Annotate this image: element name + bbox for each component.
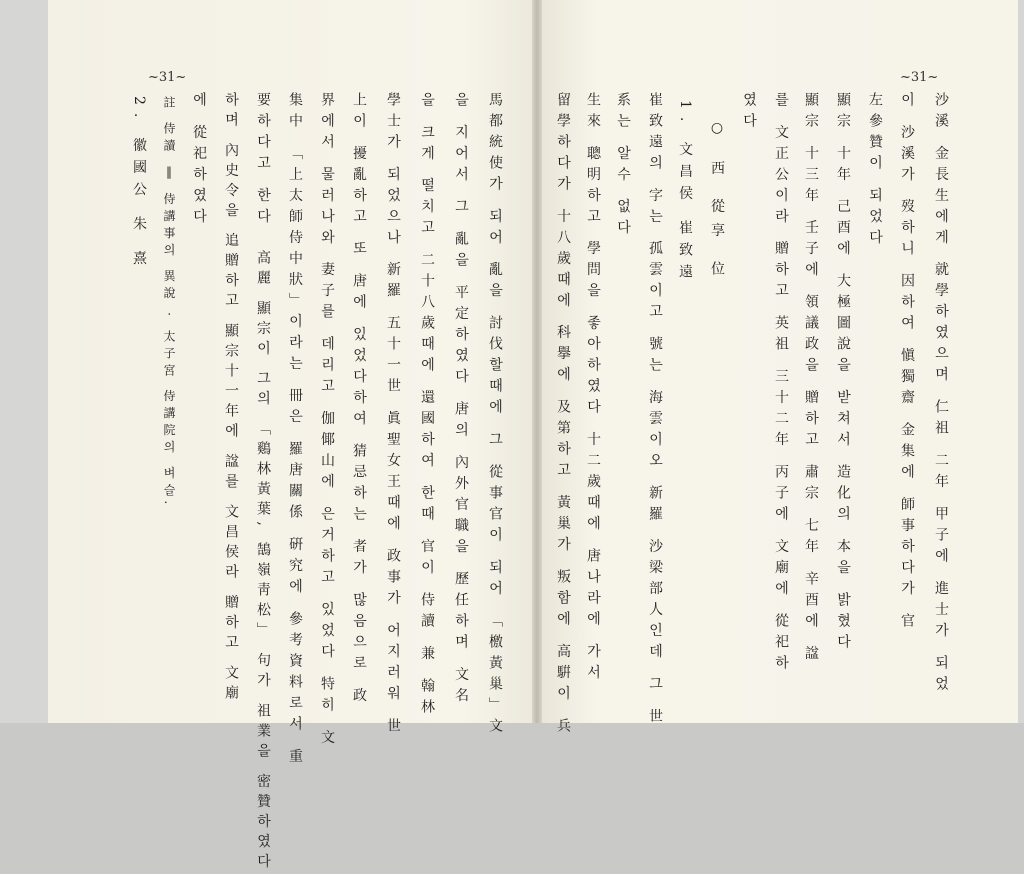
- right-text-column: 이 沙溪가 歿하니 因하여 愼獨齋 金集에 師事하다가 官: [899, 92, 915, 635]
- right-text-column: 였다: [741, 92, 757, 134]
- right-text-column: 留學하다가 十八歲때에 科擧에 及第하고 黃巢가 叛함에 高騈이 兵: [555, 92, 571, 740]
- right-page-number: ~31~: [900, 70, 939, 85]
- book-spine: [532, 0, 542, 723]
- left-text-column: 要하다고 한다: [255, 92, 271, 230]
- left-text-column: 上이 擾亂하고 또 唐에 있었다하여 猜忌하는 者가 많음으로 政: [351, 92, 367, 709]
- left-text-column: 을 크게 떨치고 二十八歲때에 還國하여 한때 官이 侍讀 兼 翰林: [419, 92, 435, 721]
- left-text-column: 界에서 물러나와 妻子를 데리고 伽倻山에 은거하고 있었다 特히 文: [319, 92, 335, 751]
- left-footnote-column: 註 侍讀 ‖ 侍講事의 異說 · 太子宮 侍講院의 벼슬.: [162, 96, 176, 510]
- right-text-column: 顯宗 十三年 壬子에 領議政을 贈하고 肅宗 七年 辛酉에 諡: [803, 92, 819, 667]
- right-text-column: 顯宗 十年 己酉에 大極圖說을 받쳐서 造化의 本을 밝혔다: [835, 92, 851, 656]
- left-text-column: 馬都統使가 되어 亂을 討伐할때에 그 從事官이 되어 「檄黃巢」文: [487, 92, 503, 740]
- right-text-column: 生來 聰明하고 學問을 좋아하였다 十二歲때에 唐나라에 가서: [585, 92, 601, 686]
- left-text-column: 에 從祀하였다: [191, 92, 207, 230]
- left-text-column: 을 지어서 그 亂을 平定하였다 唐의 內外官職을 歷任하며 文名: [453, 92, 469, 709]
- right-subheading: 1. 文昌侯 崔致遠: [677, 100, 693, 287]
- right-text-column: 沙溪 金長生에게 就學하였으며 仁祖 二年 甲子에 進士가 되었: [933, 92, 949, 698]
- right-text-column: 를 文正公이라 贈하고 英祖 三十二年 丙子에 文廟에 從祀하: [773, 92, 789, 677]
- left-page-number: ~31~: [148, 70, 187, 85]
- left-text-column: 하며 內史令을 追贈하고 顯宗十一年에 諡를 文昌侯라 贈하고 文廟: [223, 92, 239, 706]
- left-text-column: 學士가 되었으나 新羅 五十一世 眞聖女王때에 政事가 어지러워 世: [385, 92, 401, 740]
- right-text-column: 左參贊이 되었다: [867, 92, 883, 251]
- right-text-column: 系는 알수 없다: [615, 92, 631, 241]
- left-heading-column: 2. 徽國公 朱 熹: [131, 96, 147, 273]
- left-text-column: 集中 「上太師侍中狀」이라는 冊은 羅唐關係 硏究에 參考資料로서 重: [287, 92, 303, 770]
- left-text-column: 高麗 顯宗이 그의 「鷄林黃葉, 鵠嶺靑松」 句가 祖業을 密贊하였다: [255, 250, 271, 874]
- right-text-column: 崔致遠의 字는 孤雲이고 號는 海雲이오 新羅 沙梁部人인데 그 世: [647, 92, 663, 730]
- right-section-heading: ○ 西 從享 位: [709, 120, 725, 286]
